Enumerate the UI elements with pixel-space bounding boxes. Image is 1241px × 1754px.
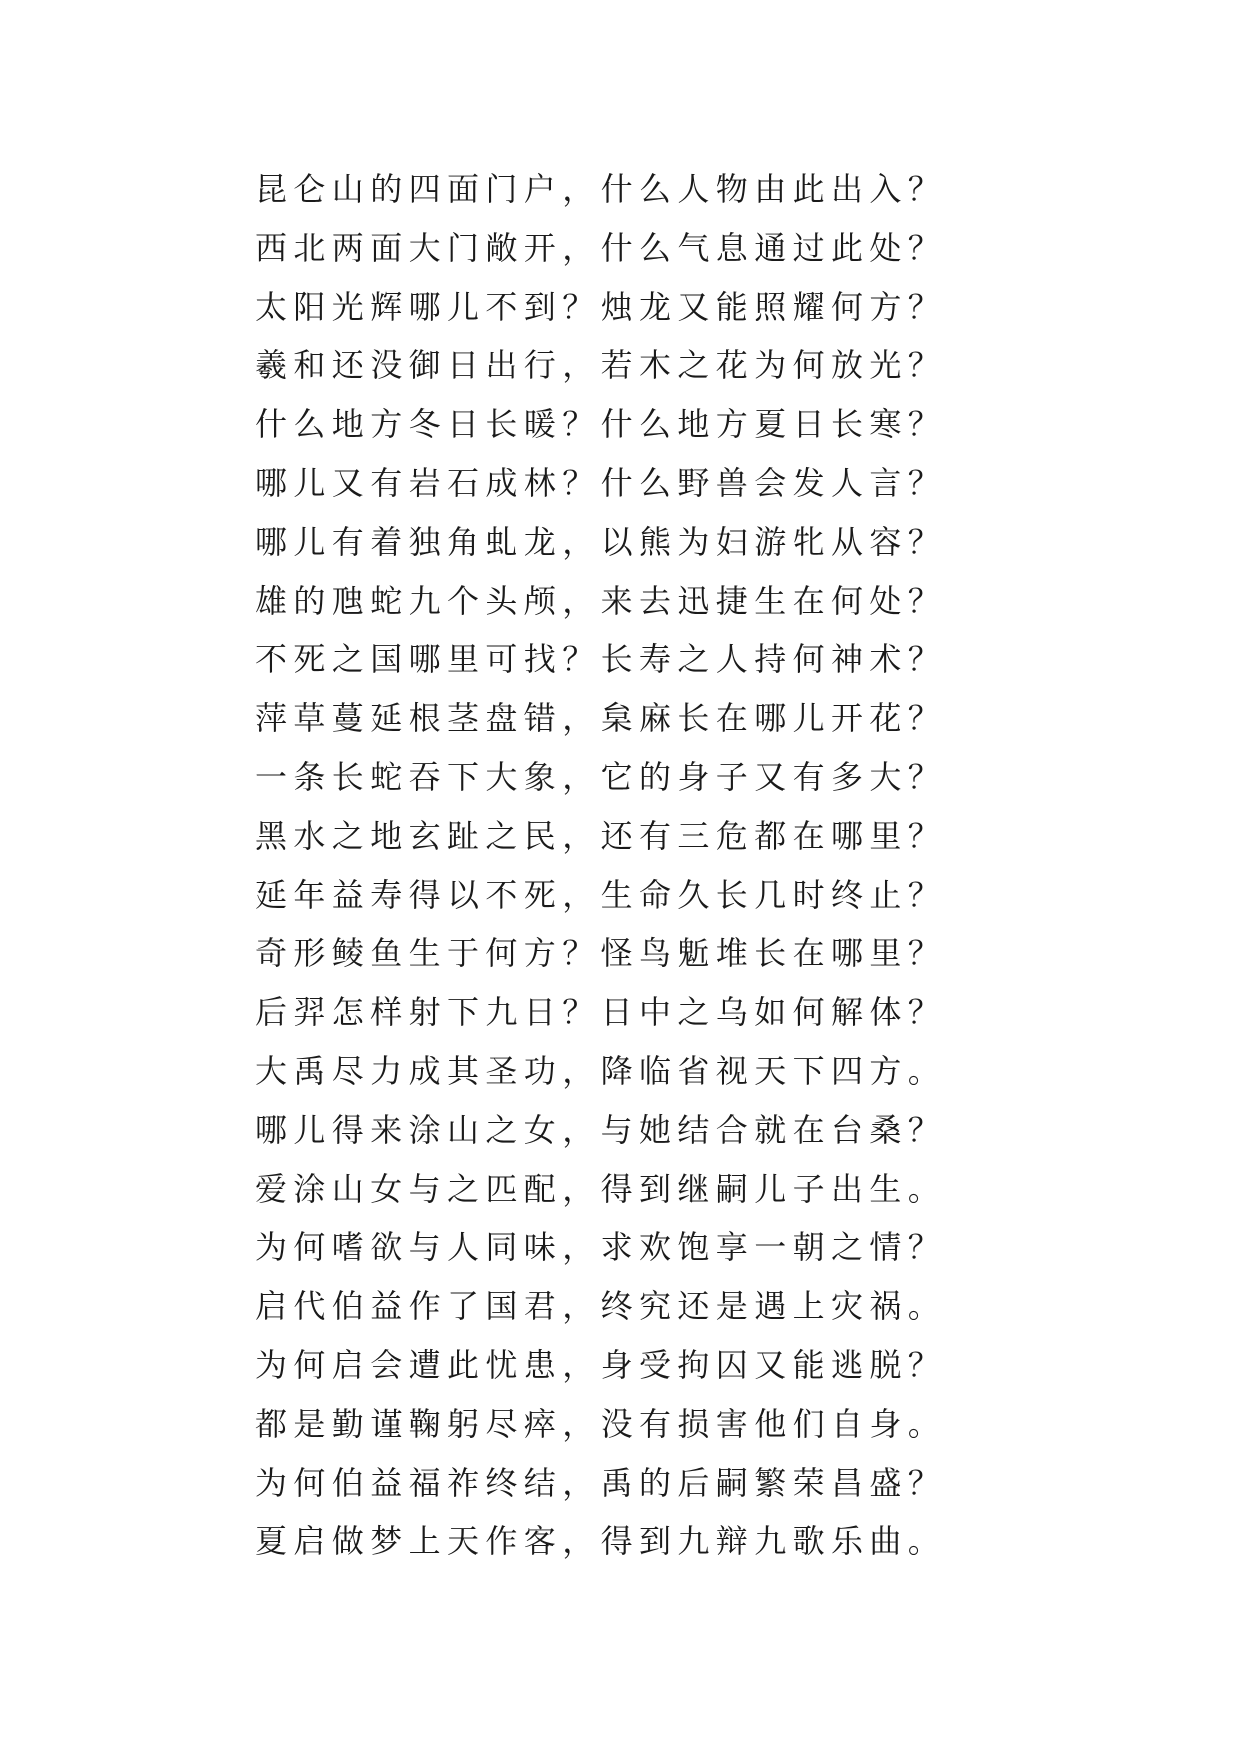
- poem-line: 雄的虺蛇九个头颅，来去迅捷生在何处？: [255, 581, 947, 620]
- poem-line: 不死之国哪里可找？长寿之人持何神术？: [255, 640, 947, 679]
- poem-line: 太阳光辉哪儿不到？烛龙又能照耀何方？: [255, 287, 947, 326]
- poem-line: 黑水之地玄趾之民，还有三危都在哪里？: [255, 816, 947, 855]
- poem-line: 爱涂山女与之匹配，得到继嗣儿子出生。: [255, 1169, 947, 1208]
- poem-line: 羲和还没御日出行，若木之花为何放光？: [255, 346, 947, 385]
- poem-line: 启代伯益作了国君，终究还是遇上灾祸。: [255, 1287, 947, 1326]
- poem-line: 为何伯益福祚终结，禹的后嗣繁荣昌盛？: [255, 1463, 947, 1502]
- poem-line: 后羿怎样射下九日？日中之乌如何解体？: [255, 993, 947, 1032]
- poem-line: 哪儿有着独角虬龙，以熊为妇游牝从容？: [255, 522, 947, 561]
- poem-text: [255, 160, 1155, 1571]
- poem-line: 都是勤谨鞠躬尽瘁，没有损害他们自身。: [255, 1404, 947, 1443]
- poem-line: 延年益寿得以不死，生命久长几时终止？: [255, 875, 947, 914]
- poem-line: 哪儿又有岩石成林？什么野兽会发人言？: [255, 463, 947, 502]
- poem-line: 西北两面大门敞开，什么气息通过此处？: [255, 228, 947, 267]
- poem-line: 昆仑山的四面门户，什么人物由此出入？: [255, 170, 947, 208]
- poem-line: 为何嗜欲与人同味，求欢饱享一朝之情？: [255, 1228, 947, 1267]
- poem-line: 奇形鲮鱼生于何方？怪鸟鬿堆长在哪里？: [255, 934, 947, 973]
- poem-line: 夏启做梦上天作客，得到九辩九歌乐曲。: [255, 1522, 947, 1561]
- poem-line: 什么地方冬日长暖？什么地方夏日长寒？: [255, 405, 947, 444]
- poem-line: 大禹尽力成其圣功，降临省视天下四方。: [255, 1051, 947, 1090]
- poem-line: 一条长蛇吞下大象，它的身子又有多大？: [255, 757, 947, 796]
- poem-line: 为何启会遭此忧患，身受拘囚又能逃脱？: [255, 1345, 947, 1384]
- poem-line: 萍草蔓延根茎盘错，枲麻长在哪儿开花？: [255, 699, 947, 738]
- poem-line: 哪儿得来涂山之女，与她结合就在台桑？: [255, 1110, 947, 1149]
